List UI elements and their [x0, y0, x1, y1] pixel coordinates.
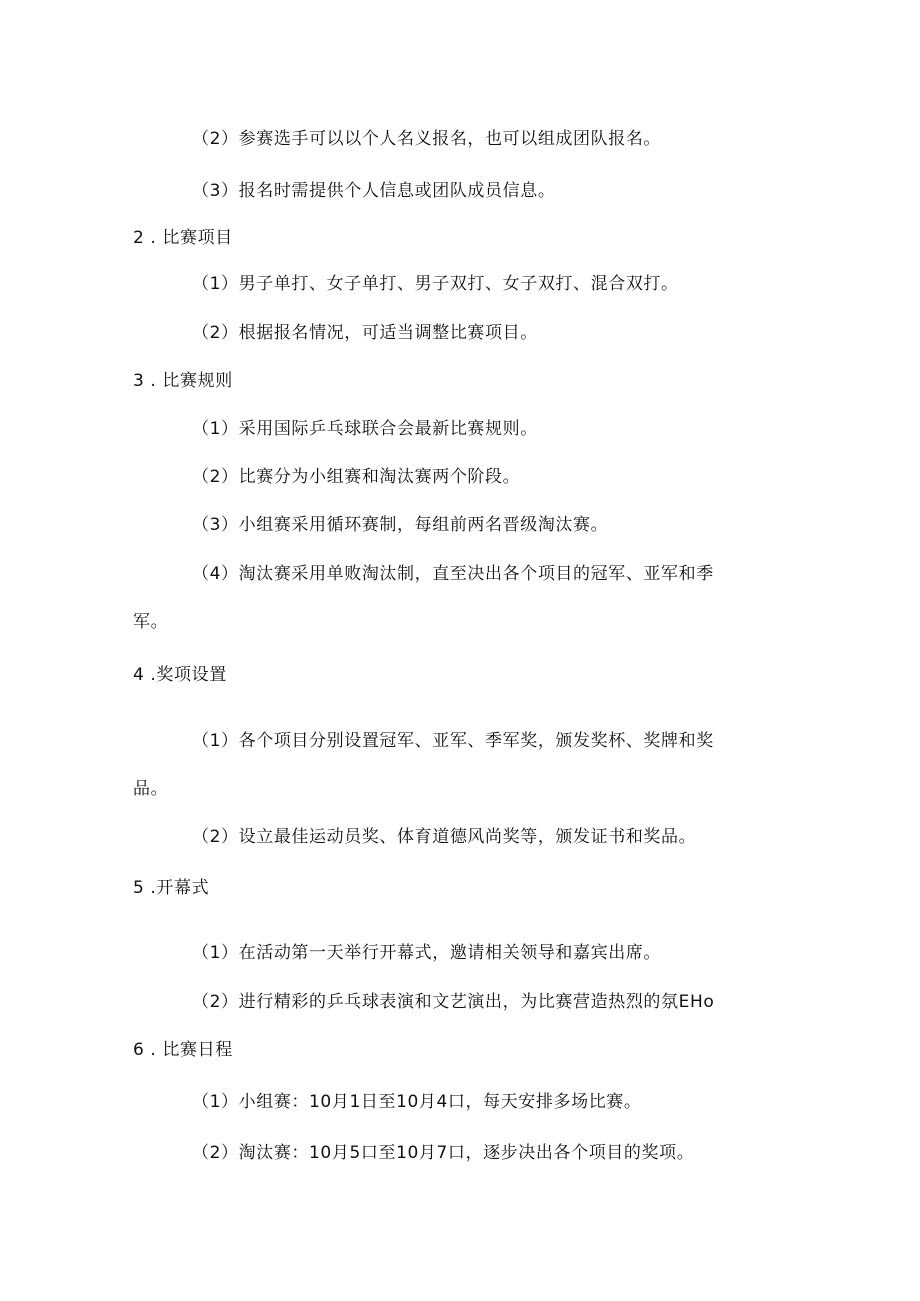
section-heading: 4 .奖项设置	[133, 665, 227, 685]
list-item: （2）参赛选手可以以个人名义报名，也可以组成团队报名。	[192, 129, 662, 149]
list-item: （1）各个项目分别设置冠军、亚军、季军奖，颁发奖杯、奖牌和奖	[192, 731, 714, 751]
list-item: （2）比赛分为小组赛和淘汰赛两个阶段。	[192, 467, 521, 487]
list-item-continuation: 品。	[133, 779, 169, 799]
list-item: （2）设立最佳运动员奖、体育道德风尚奖等，颁发证书和奖品。	[192, 827, 697, 847]
section-heading: 6 . 比赛日程	[133, 1040, 233, 1060]
list-item: （4）淘汰赛采用单败淘汰制，直至决出各个项目的冠军、亚军和季	[192, 564, 714, 584]
section-heading: 3 . 比赛规则	[133, 371, 233, 391]
list-item: （1）采用国际乒乓球联合会最新比赛规则。	[192, 419, 538, 439]
list-item: （3）报名时需提供个人信息或团队成员信息。	[192, 181, 556, 201]
list-item: （2）淘汰赛：10月5口至10月7口，逐步决出各个项目的奖项。	[192, 1143, 695, 1163]
list-item: （1）在活动第一天举行开幕式，邀请相关领导和嘉宾出席。	[192, 943, 662, 963]
list-item: （2）根据报名情况，可适当调整比赛项目。	[192, 323, 538, 343]
list-item: （1）男子单打、女子单打、男子双打、女子双打、混合双打。	[192, 274, 679, 294]
list-item: （1）小组赛：10月1日至10月4口，每天安排多场比赛。	[192, 1092, 642, 1112]
list-item: （3）小组赛采用循环赛制，每组前两名晋级淘汰赛。	[192, 515, 609, 535]
list-item: （2）进行精彩的乒乓球表演和文艺演出，为比赛营造热烈的氛EHo	[192, 992, 715, 1012]
section-heading: 2 . 比赛项目	[133, 228, 233, 248]
list-item-continuation: 军。	[133, 612, 169, 632]
section-heading: 5 .开幕式	[133, 878, 210, 898]
